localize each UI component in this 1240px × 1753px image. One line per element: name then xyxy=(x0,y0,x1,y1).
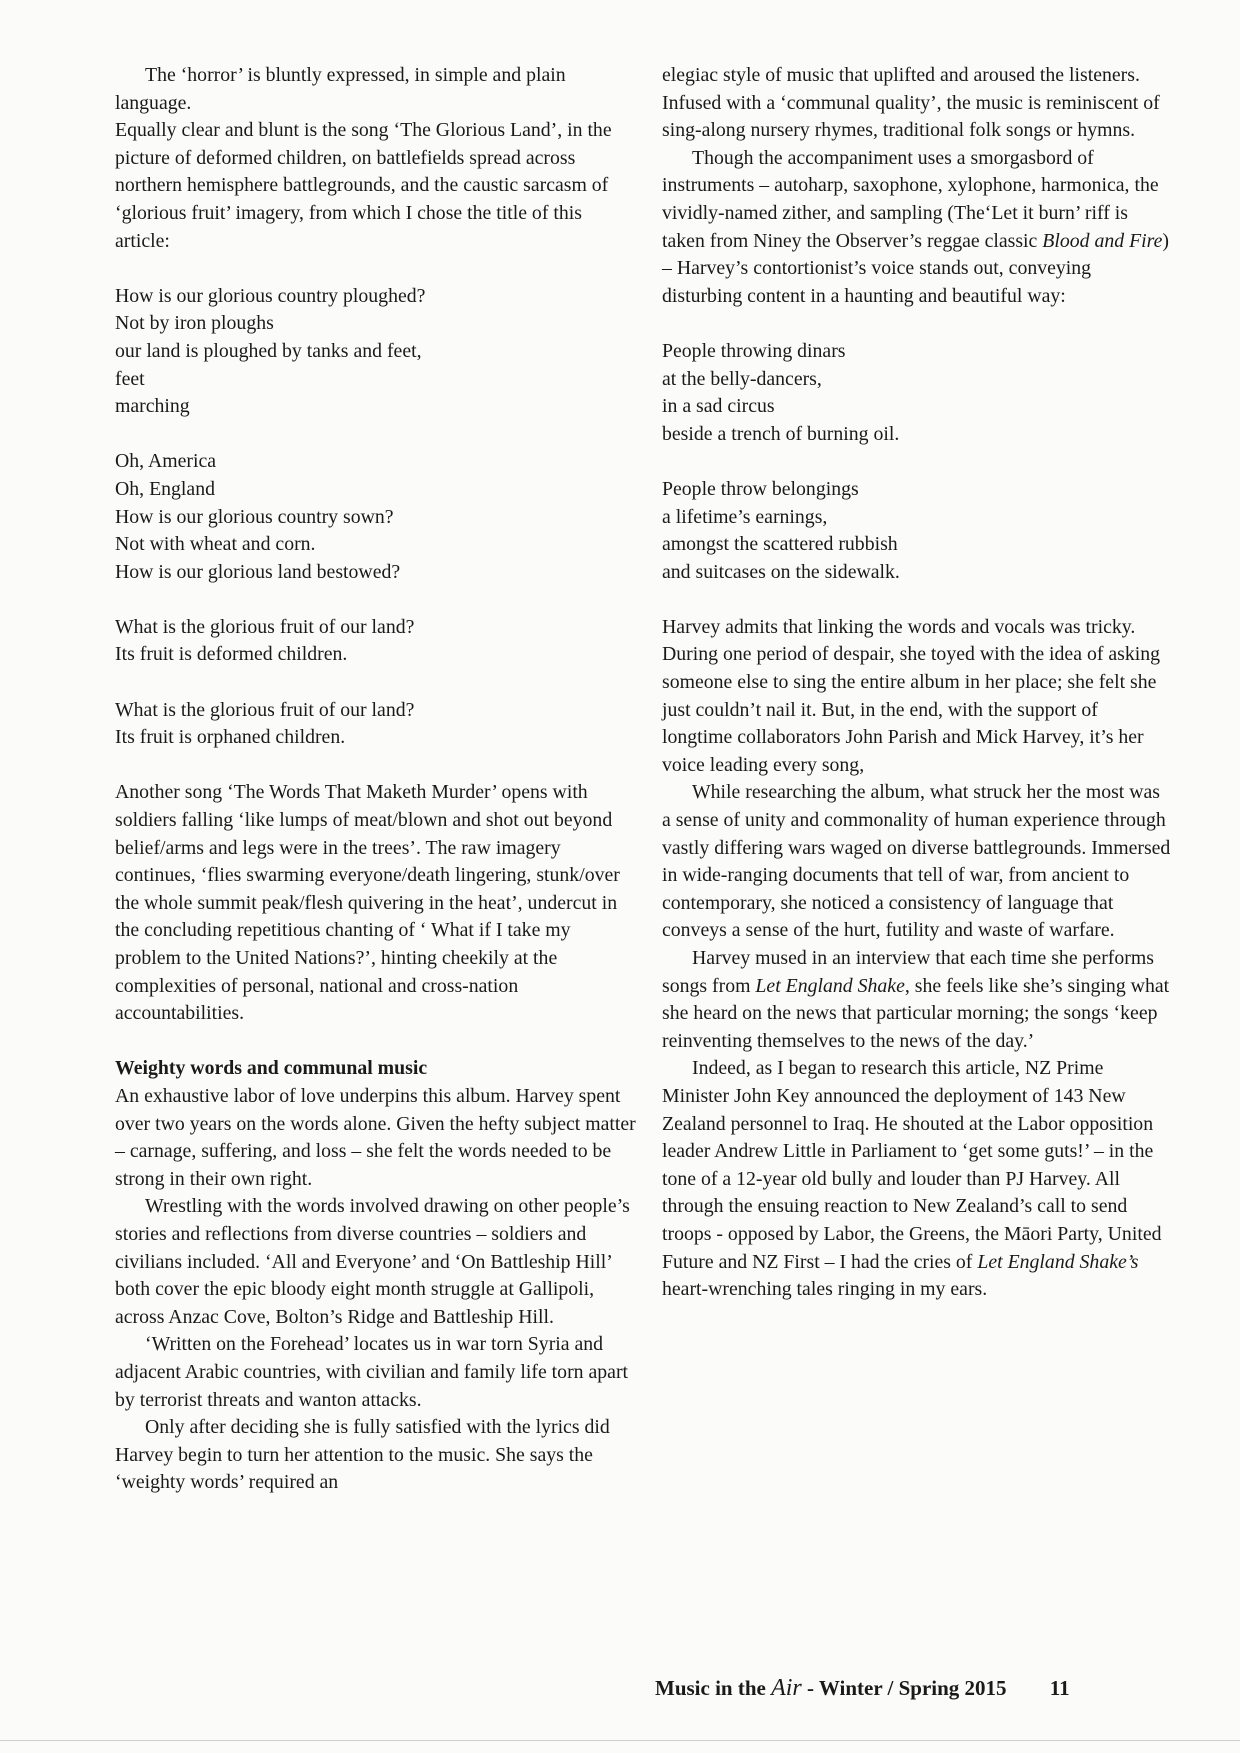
lyric-stanza xyxy=(662,338,1172,448)
lyric-stanza xyxy=(115,697,640,752)
paragraph: Harvey mused in an interview that each time she performs songs from Let England Shake, she feels like she’s singing what she heard on the news that particular morning; the songs ‘keep reinventing themselves to the news of the day.’ xyxy=(662,947,1170,1052)
paragraph: Equally clear and blunt is the song ‘The Glorious Land’, in the picture of deformed children, on battlefields spread across northern hemisphere battlegrounds, and the caustic sarcasm of ‘glorious fruit’ imagery, from which I chose the title of this article: xyxy=(115,119,612,252)
lyric-line: Oh, England xyxy=(115,477,215,500)
scan-edge-line xyxy=(0,1740,1240,1741)
lyric-line: and suitcases on the sidewalk. xyxy=(662,560,900,583)
right-column xyxy=(662,62,1172,1304)
lyric-line: Oh, America xyxy=(115,450,217,473)
lyric-line: a lifetime’s earnings, xyxy=(662,505,828,528)
lyric-line: Not by iron ploughs xyxy=(115,312,274,335)
paragraph: The ‘horror’ is bluntly expressed, in simple and plain language. xyxy=(115,64,566,114)
lyric-line: at the belly-dancers, xyxy=(662,367,822,390)
paragraph: elegiac style of music that uplifted and aroused the listeners. Infused with a ‘communal quality’, the music is reminiscent of sing-along nursery rhymes, traditional folk songs or hymns. xyxy=(662,64,1160,142)
lyric-line: How is our glorious country ploughed? xyxy=(115,284,426,307)
lyric-line: beside a trench of burning oil. xyxy=(662,422,900,445)
lyric-line: People throwing dinars xyxy=(662,339,846,362)
page-number: 11 xyxy=(1049,1676,1070,1700)
lyric-line: What is the glorious fruit of our land? xyxy=(115,698,415,721)
issue-label: - Winter / Spring 2015 xyxy=(807,1676,1007,1700)
lyric-stanza xyxy=(115,283,640,421)
paragraph: Harvey admits that linking the words and vocals was tricky. During one period of despair, she toyed with the idea of asking someone else to sing the entire album in her place; she felt she just couldn’t nail it. But, in the end, with the support of longtime collaborators John Parish and Mick Harvey, it’s her voice leading every song, xyxy=(662,615,1161,776)
lyric-stanza xyxy=(115,448,640,586)
lyric-line: How is our glorious country sown? xyxy=(115,505,394,528)
paragraph: Only after deciding she is fully satisfied with the lyrics did Harvey begin to turn her attention to the music. She says the ‘weighty words’ required an xyxy=(115,1416,610,1494)
paragraph: Indeed, as I began to research this article, NZ Prime Minister John Key announced the deployment of 143 New Zealand personnel to Iraq. He shouted at the Labor opposition leader Andrew Little in Parliament to ‘get some guts!’ – in the tone of a 12-year old bully and louder than PJ Harvey. All through the ensuing reaction to New Zealand’s call to send troops - opposed by Labor, the Greens, the Māori Party, United Future and NZ First – I had the cries of Let England Shake’s heart-wrenching tales ringing in my ears. xyxy=(662,1057,1162,1301)
lyric-line: Its fruit is orphaned children. xyxy=(115,726,346,749)
paragraph: ‘Written on the Forehead’ locates us in war torn Syria and adjacent Arabic countries, with civilian and family life torn apart by terrorist threats and wanton attacks. xyxy=(115,1333,629,1411)
lyric-line: our land is ploughed by tanks and feet, xyxy=(115,339,422,362)
magazine-name: Music in the xyxy=(655,1676,766,1700)
lyric-line: amongst the scattered rubbish xyxy=(662,533,898,556)
lyric-line: What is the glorious fruit of our land? xyxy=(115,615,415,638)
lyric-line: Not with wheat and corn. xyxy=(115,533,316,556)
paragraph: Another song ‘The Words That Maketh Murder’ opens with soldiers falling ‘like lumps of meat/blown and shot out beyond belief/arms and legs were in the trees’. The raw imagery continues, ‘flies swarming everyone/death lingering, stunk/over the whole summit peak/flesh quivering in the heat’, undercut in the concluding repetitious chanting of ‘ What if I take my problem to the United Nations?’, hinting cheekily at the complexities of personal, national and cross-nation accountabilities. xyxy=(115,781,620,1025)
lyric-line: People throw belongings xyxy=(662,477,859,500)
page-footer xyxy=(655,1675,1070,1702)
lyric-line: Its fruit is deformed children. xyxy=(115,643,348,666)
paragraph: Wrestling with the words involved drawing on other people’s stories and reflections from diverse countries – soldiers and civilians included. ‘All and Everyone’ and ‘On Battleship Hill’ both cover the epic bloody eight month struggle at Gallipoli, across Anzac Cove, Bolton’s Ridge and Battleship Hill. xyxy=(115,1195,630,1328)
section-heading: Weighty words and communal music xyxy=(115,1057,428,1080)
lyric-line: in a sad circus xyxy=(662,395,775,418)
magazine-logo-air: Air xyxy=(771,1675,802,1701)
lyric-line: marching xyxy=(115,395,190,418)
lyric-stanza xyxy=(115,614,640,669)
paragraph: Though the accompaniment uses a smorgasbord of instruments – autoharp, saxophone, xylophone, harmonica, the vividly-named zither, and sampling (The‘Let it burn’ riff is taken from Niney the Observer’s reggae classic Blood and Fire) – Harvey’s contortionist’s voice stands out, conveying disturbing content in a haunting and beautiful way: xyxy=(662,146,1170,307)
lyric-line: How is our glorious land bestowed? xyxy=(115,560,401,583)
paragraph: While researching the album, what struck her the most was a sense of unity and commonality of human experience through vastly differing wars waged on diverse battlegrounds. Immersed in wide-ranging documents that tell of war, from ancient to contemporary, she noticed a consistency of language that conveys a sense of the hurt, futility and waste of warfare. xyxy=(662,781,1171,942)
lyric-line: feet xyxy=(115,367,145,390)
lyric-stanza xyxy=(662,476,1172,586)
paragraph: An exhaustive labor of love underpins this album. Harvey spent over two years on the words alone. Given the hefty subject matter – carnage, suffering, and loss – she felt the words needed to be strong in their own right. xyxy=(115,1084,636,1190)
left-column xyxy=(115,62,640,1497)
